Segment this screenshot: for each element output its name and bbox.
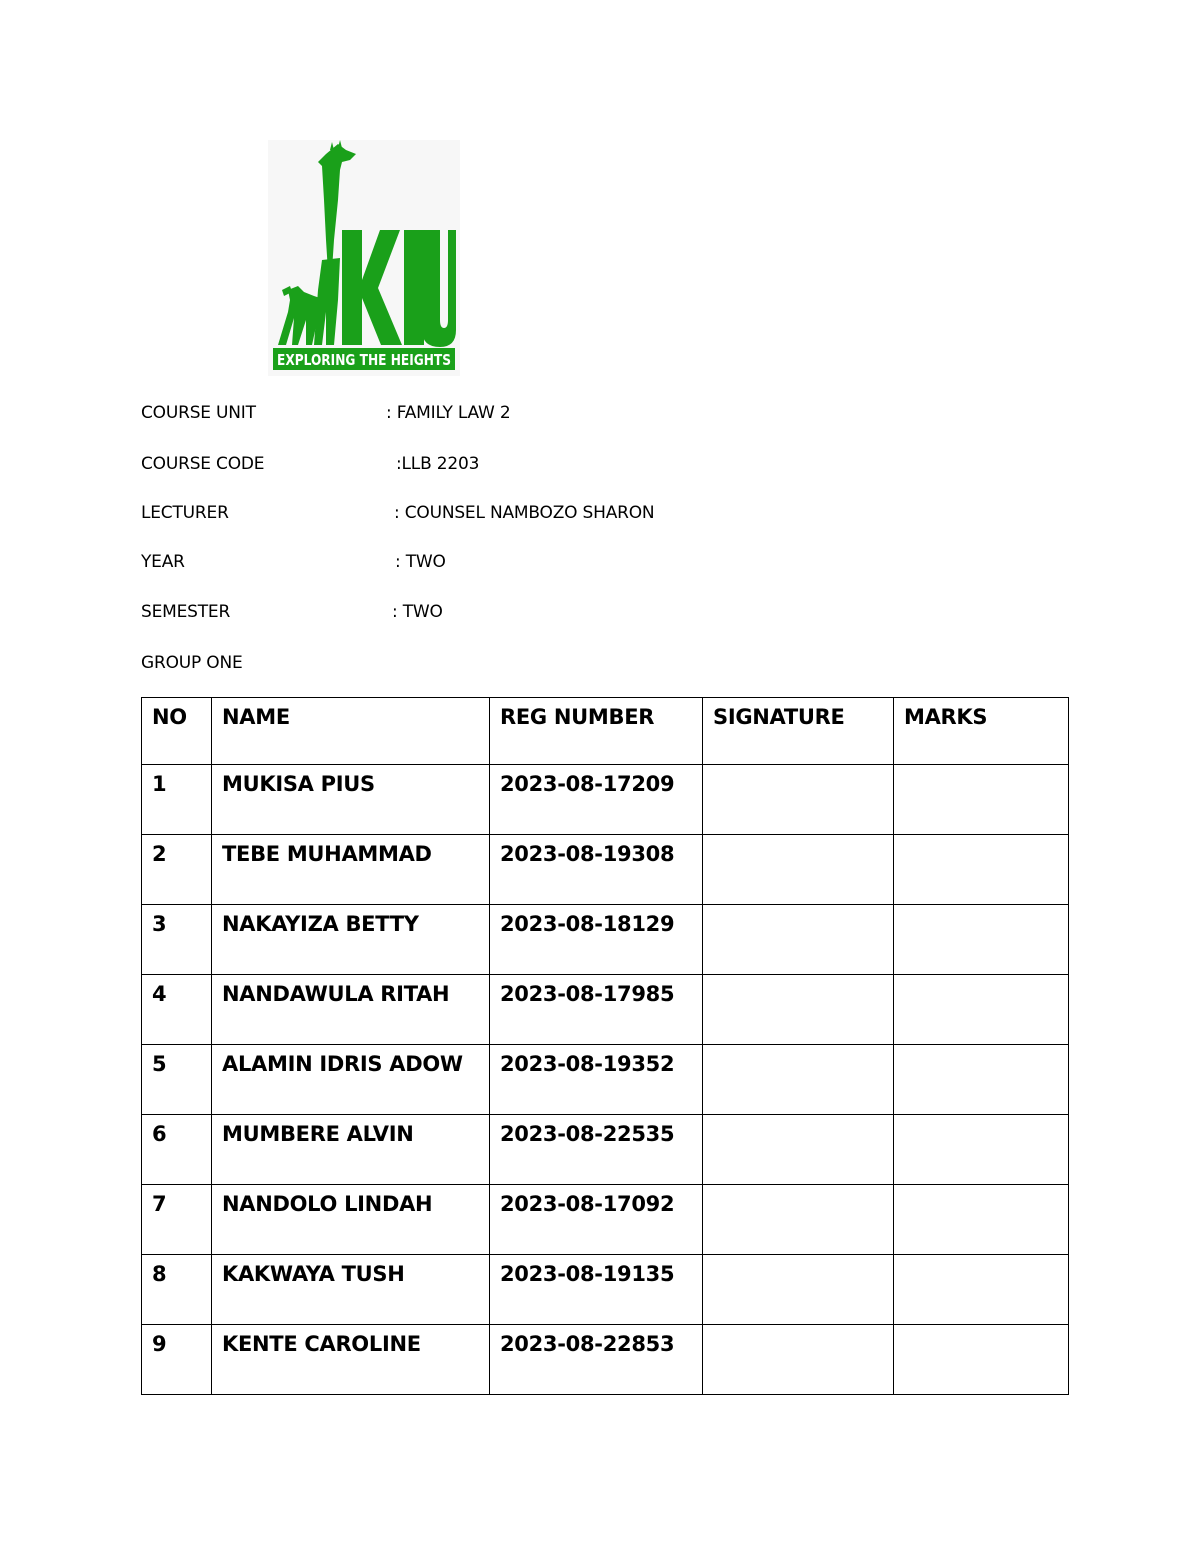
cell-name: MUMBERE ALVIN — [212, 1115, 490, 1185]
year-value: : TWO — [395, 552, 446, 572]
cell-name: NANDAWULA RITAH — [212, 975, 490, 1045]
cell-marks — [894, 765, 1069, 835]
cell-no: 7 — [142, 1185, 212, 1255]
year-label: YEAR — [141, 552, 185, 572]
table-row — [142, 1255, 1069, 1325]
course-unit-label: COURSE UNIT — [141, 403, 256, 423]
cell-reg-number: 2023-08-17985 — [490, 975, 703, 1045]
cell-marks — [894, 1115, 1069, 1185]
course-unit-value: : FAMILY LAW 2 — [386, 403, 511, 423]
lecturer-label: LECTURER — [141, 503, 229, 523]
cell-reg-number: 2023-08-17092 — [490, 1185, 703, 1255]
cell-signature — [703, 1325, 894, 1395]
cell-marks — [894, 1255, 1069, 1325]
column-header-name: NAME — [212, 698, 490, 765]
table-row — [142, 1325, 1069, 1395]
column-header-marks: MARKS — [894, 698, 1069, 765]
table-row — [142, 765, 1069, 835]
column-header-reg-number: REG NUMBER — [490, 698, 703, 765]
course-code-row — [141, 454, 480, 474]
student-roster-table — [141, 697, 1069, 1395]
semester-row — [141, 602, 443, 622]
table-row — [142, 1185, 1069, 1255]
year-row — [141, 552, 446, 572]
cell-reg-number: 2023-08-22853 — [490, 1325, 703, 1395]
cell-marks — [894, 835, 1069, 905]
table-row — [142, 1045, 1069, 1115]
cell-no: 1 — [142, 765, 212, 835]
cell-reg-number: 2023-08-17209 — [490, 765, 703, 835]
cell-reg-number: 2023-08-19352 — [490, 1045, 703, 1115]
cell-name: NAKAYIZA BETTY — [212, 905, 490, 975]
cell-reg-number: 2023-08-18129 — [490, 905, 703, 975]
cell-name: KAKWAYA TUSH — [212, 1255, 490, 1325]
lecturer-row — [141, 503, 655, 523]
cell-reg-number: 2023-08-19308 — [490, 835, 703, 905]
cell-no: 6 — [142, 1115, 212, 1185]
cell-name: TEBE MUHAMMAD — [212, 835, 490, 905]
cell-reg-number: 2023-08-22535 — [490, 1115, 703, 1185]
cell-name: MUKISA PIUS — [212, 765, 490, 835]
cell-signature — [703, 1255, 894, 1325]
semester-label: SEMESTER — [141, 602, 231, 622]
cell-no: 8 — [142, 1255, 212, 1325]
kiu-logo — [268, 140, 460, 376]
cell-marks — [894, 1185, 1069, 1255]
column-header-no: NO — [142, 698, 212, 765]
logo-tagline: EXPLORING THE HEIGHTS — [277, 351, 451, 369]
cell-signature — [703, 905, 894, 975]
cell-reg-number: 2023-08-19135 — [490, 1255, 703, 1325]
cell-marks — [894, 905, 1069, 975]
lecturer-value: : COUNSEL NAMBOZO SHARON — [394, 503, 655, 523]
cell-signature — [703, 975, 894, 1045]
column-header-signature: SIGNATURE — [703, 698, 894, 765]
table-header-row — [142, 698, 1069, 765]
cell-signature — [703, 835, 894, 905]
cell-no: 3 — [142, 905, 212, 975]
cell-no: 5 — [142, 1045, 212, 1115]
table-row — [142, 835, 1069, 905]
table-row — [142, 905, 1069, 975]
cell-signature — [703, 765, 894, 835]
cell-name: NANDOLO LINDAH — [212, 1185, 490, 1255]
semester-value: : TWO — [392, 602, 443, 622]
course-code-label: COURSE CODE — [141, 454, 265, 474]
cell-signature — [703, 1115, 894, 1185]
group-label: GROUP ONE — [141, 653, 243, 673]
cell-signature — [703, 1185, 894, 1255]
cell-marks — [894, 1325, 1069, 1395]
cell-signature — [703, 1045, 894, 1115]
cell-no: 2 — [142, 835, 212, 905]
cell-name: KENTE CAROLINE — [212, 1325, 490, 1395]
cell-no: 9 — [142, 1325, 212, 1395]
course-unit-row — [141, 403, 511, 423]
cell-marks — [894, 1045, 1069, 1115]
table-row — [142, 1115, 1069, 1185]
cell-marks — [894, 975, 1069, 1045]
cell-name: ALAMIN IDRIS ADOW — [212, 1045, 490, 1115]
course-code-value: :LLB 2203 — [396, 454, 480, 474]
table-row — [142, 975, 1069, 1045]
cell-no: 4 — [142, 975, 212, 1045]
